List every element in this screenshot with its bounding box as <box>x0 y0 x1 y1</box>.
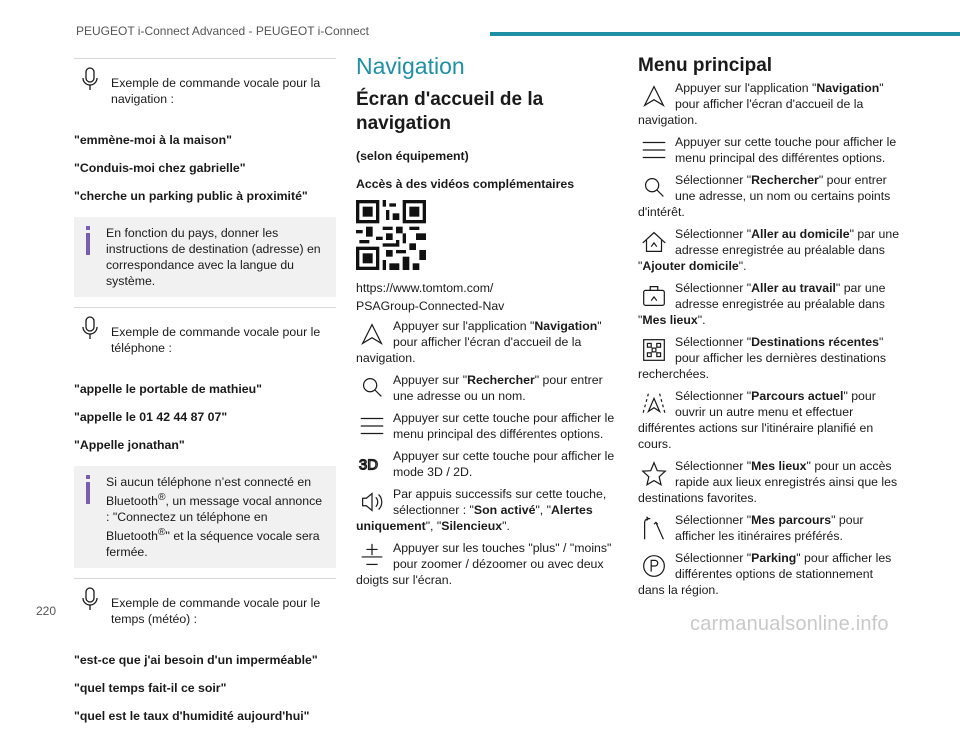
column-voice-commands <box>74 58 336 737</box>
voice-example-line: "quel est le taux d'humidité aujourd'hui" <box>74 709 310 724</box>
column-main-menu <box>638 55 900 604</box>
menu-icon <box>638 135 670 165</box>
microphone-icon <box>74 63 106 95</box>
item-work <box>638 280 900 328</box>
item-recent-destinations <box>638 334 900 382</box>
header-accent-bar <box>490 32 960 36</box>
column-navigation <box>356 53 618 594</box>
section-title: Navigation <box>356 53 465 79</box>
item-menu <box>356 410 618 442</box>
item-text: Par appuis successifs sur cette touche, sélectionner : " <box>393 487 607 517</box>
current-route-icon <box>638 389 670 419</box>
item-keyword: Rechercher <box>751 173 819 187</box>
item-keyword: Parcours actuel <box>751 389 844 403</box>
svg-text:3D: 3D <box>358 456 379 474</box>
item-keyword: Mes lieux <box>751 459 807 473</box>
navigation-app-icon <box>356 319 388 349</box>
info-text: En fonction du pays, donner les instructions de destination (adresse) en correspondance avec la langue du système. <box>106 225 321 288</box>
voice-example-intro: Exemple de commande vocale pour la navigation : <box>111 76 321 107</box>
item-text: Appuyer sur l'application " <box>675 81 817 95</box>
item-text: " pour un accès rapide aux lieux enregistrés ainsi que les destinations favorites. <box>638 459 898 505</box>
voice-example-line: "Appelle jonathan" <box>74 438 185 453</box>
page-number: 220 <box>36 604 57 618</box>
info-box-bluetooth <box>74 466 336 568</box>
voice-example-line: "quel temps fait-il ce soir" <box>74 680 227 695</box>
microphone-icon <box>74 312 106 344</box>
item-text: " pour afficher les dernières destinations recherchées. <box>638 335 886 381</box>
item-keyword: Ajouter domicile <box>642 259 739 273</box>
voice-example-line: "appelle le 01 42 44 87 07" <box>74 409 228 424</box>
voice-example-line: "emmène-moi à la maison" <box>74 132 232 147</box>
item-keyword: Navigation <box>816 81 880 95</box>
item-keyword: Son activé <box>473 503 536 517</box>
3d-icon <box>356 449 388 479</box>
item-text: ", " <box>425 519 442 533</box>
voice-example-phone <box>74 307 336 453</box>
item-keyword: Mes parcours <box>751 513 832 527</box>
search-icon <box>638 173 670 203</box>
voice-example-weather <box>74 578 336 724</box>
item-text: " pour afficher les itinéraires préférés. <box>675 513 864 543</box>
voice-example-line: "Conduis-moi chez gabrielle" <box>74 161 246 176</box>
running-header: PEUGEOT i-Connect Advanced - PEUGEOT i-Connect <box>76 24 370 38</box>
item-home <box>638 226 900 274</box>
voice-example-line: "cherche un parking public à proximité" <box>74 189 308 204</box>
info-text: , un message vocal annonce : "Connectez un téléphone en Bluetooth <box>106 493 323 543</box>
star-icon <box>638 459 670 489</box>
item-text: " pour afficher les différentes options de stationnement dans la région. <box>638 551 892 597</box>
item-my-routes <box>638 512 900 544</box>
main-menu-heading: Menu principal <box>638 55 773 76</box>
item-navigation-app <box>356 318 618 366</box>
item-3d <box>356 448 618 480</box>
item-text: " pour afficher l'écran d'accueil de la navigation. <box>356 319 602 365</box>
item-text: Sélectionner " <box>675 389 752 403</box>
info-icon <box>84 226 92 256</box>
item-keyword: Aller au travail <box>751 281 836 295</box>
item-text: Sélectionner " <box>675 335 752 349</box>
item-text: ". <box>502 519 510 533</box>
item-text: Sélectionner " <box>675 281 752 295</box>
voice-example-line: "appelle le portable de mathieu" <box>74 381 262 396</box>
item-keyword: Rechercher <box>467 373 535 387</box>
item-text: ". <box>738 259 747 273</box>
item-text: " par une adresse enregistrée au préalable dans " <box>638 281 886 327</box>
parking-icon <box>638 551 670 581</box>
item-keyword: Destinations récentes <box>751 335 879 349</box>
item-text: ". <box>697 313 706 327</box>
item-text: Sélectionner " <box>675 173 752 187</box>
item-text: Sélectionner " <box>675 513 752 527</box>
item-text: " pour entrer une adresse, un nom ou certains points d'intérêt. <box>638 173 891 219</box>
item-text: Appuyer sur " <box>393 373 468 387</box>
info-text: Si aucun téléphone n’est connecté en Bluetooth <box>106 474 312 508</box>
search-icon <box>356 373 388 403</box>
item-menu <box>638 134 900 166</box>
item-text: Sélectionner " <box>675 227 752 241</box>
menu-icon <box>356 411 388 441</box>
navigation-app-icon <box>638 81 670 111</box>
registered-mark: ® <box>157 526 166 538</box>
my-routes-icon <box>638 513 670 543</box>
item-current-route <box>638 388 900 452</box>
sound-icon <box>356 487 388 517</box>
item-text: Appuyer sur cette touche pour afficher le menu principal des différentes options. <box>393 411 615 441</box>
zoom-icon <box>356 541 388 571</box>
item-my-places <box>638 458 900 506</box>
qr-code <box>356 200 426 270</box>
voice-example-intro: Exemple de commande vocale pour le temps (météo) : <box>111 596 321 627</box>
item-text: " pour entrer une adresse ou un nom. <box>393 373 603 403</box>
item-text: ", " <box>535 503 552 517</box>
item-text: Appuyer sur les touches "plus" / "moins" pour zoomer / dézoomer ou avec deux doigts sur l'écran. <box>356 541 612 587</box>
item-search <box>356 372 618 404</box>
home-icon <box>638 227 670 257</box>
voice-example-line: "est-ce que j'ai besoin d'un imperméable" <box>74 652 318 667</box>
video-url-line1[interactable]: https://www.tomtom.com/ <box>356 281 494 295</box>
item-text: " par une adresse enregistrée au préalable dans " <box>638 227 900 273</box>
voice-example-intro: Exemple de commande vocale pour le téléphone : <box>111 325 321 356</box>
item-zoom <box>356 540 618 588</box>
item-text: Appuyer sur cette touche pour afficher le mode 3D / 2D. <box>393 449 615 479</box>
item-text: " pour ouvrir un autre menu et effectuer différentes actions sur l'itinéraire planifié en cours. <box>638 389 876 451</box>
watermark: carmanualsonline.info <box>690 613 889 635</box>
registered-mark: ® <box>157 491 166 503</box>
item-keyword: Aller au domicile <box>751 227 850 241</box>
recent-destinations-icon <box>638 335 670 365</box>
equipment-note: (selon équipement) <box>356 149 469 163</box>
info-text: " et la séquence vocale sera fermée. <box>106 528 320 559</box>
item-text: Appuyer sur cette touche pour afficher le menu principal des différentes options. <box>675 135 897 165</box>
work-icon <box>638 281 670 311</box>
item-keyword: Parking <box>751 551 797 565</box>
item-keyword: Alertes uniquement <box>356 503 593 533</box>
info-box-language <box>74 217 336 297</box>
voice-example-navigation <box>74 58 336 204</box>
videos-label: Accès à des vidéos complémentaires <box>356 177 575 191</box>
item-text: Appuyer sur l'application " <box>393 319 535 333</box>
page-heading: Écran d'accueil de la navigation <box>356 89 544 134</box>
video-url-line2[interactable]: PSAGroup-Connected-Nav <box>356 299 505 313</box>
item-text: Sélectionner " <box>675 459 752 473</box>
item-navigation-app <box>638 80 900 128</box>
item-search <box>638 172 900 220</box>
item-parking <box>638 550 900 598</box>
item-keyword: Mes lieux <box>642 313 698 327</box>
item-text: Sélectionner " <box>675 551 752 565</box>
item-keyword: Navigation <box>534 319 598 333</box>
item-sound <box>356 486 618 534</box>
item-keyword: Silencieux <box>441 519 503 533</box>
item-text: " pour afficher l'écran d'accueil de la navigation. <box>638 81 884 127</box>
info-icon <box>84 475 92 505</box>
microphone-icon <box>74 583 106 615</box>
